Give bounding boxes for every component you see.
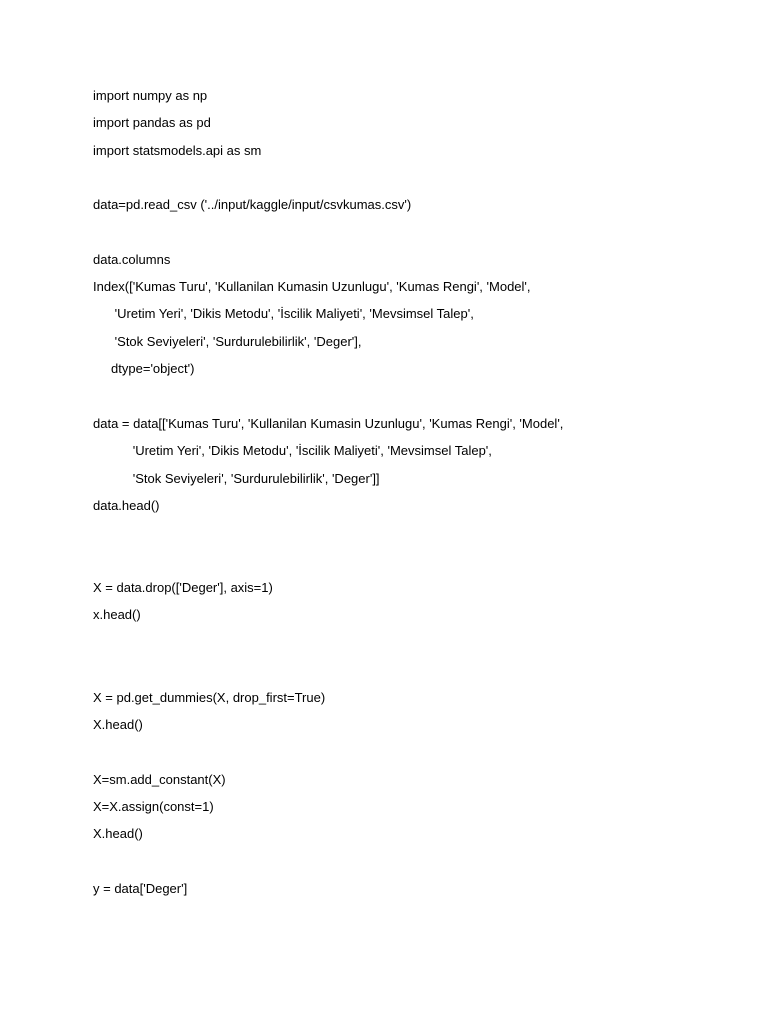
code-line: data.columns: [93, 252, 171, 267]
code-line: y = data['Deger']: [93, 881, 188, 896]
code-line: x.head(): [93, 607, 141, 622]
code-line: Index(['Kumas Turu', 'Kullanilan Kumasin Uzunlugu', 'Kumas Rengi', 'Model',: [93, 279, 531, 294]
code-line: data = data[['Kumas Turu', 'Kullanilan Kumasin Uzunlugu', 'Kumas Rengi', 'Model',: [93, 416, 564, 431]
code-line: X=sm.add_constant(X): [93, 772, 226, 787]
code-line: data.head(): [93, 498, 160, 513]
code-line: X = data.drop(['Deger'], axis=1): [93, 580, 273, 595]
code-line: 'Stok Seviyeleri', 'Surdurulebilirlik', 'Deger'],: [93, 334, 362, 349]
code-line: 'Stok Seviyeleri', 'Surdurulebilirlik', 'Deger']]: [93, 471, 380, 486]
code-line: data=pd.read_csv ('../input/kaggle/input/csvkumas.csv'): [93, 197, 412, 212]
code-line: X = pd.get_dummies(X, drop_first=True): [93, 690, 326, 705]
code-line: import numpy as np: [93, 88, 208, 103]
code-line: X.head(): [93, 717, 143, 732]
code-line: X=X.assign(const=1): [93, 799, 214, 814]
code-line: dtype='object'): [93, 361, 195, 376]
code-line: X.head(): [93, 826, 143, 841]
code-line: import pandas as pd: [93, 115, 211, 130]
code-line: 'Uretim Yeri', 'Dikis Metodu', 'İscilik Maliyeti', 'Mevsimsel Talep',: [93, 443, 492, 458]
code-line: 'Uretim Yeri', 'Dikis Metodu', 'İscilik Maliyeti', 'Mevsimsel Talep',: [93, 306, 474, 321]
code-line: import statsmodels.api as sm: [93, 143, 262, 158]
